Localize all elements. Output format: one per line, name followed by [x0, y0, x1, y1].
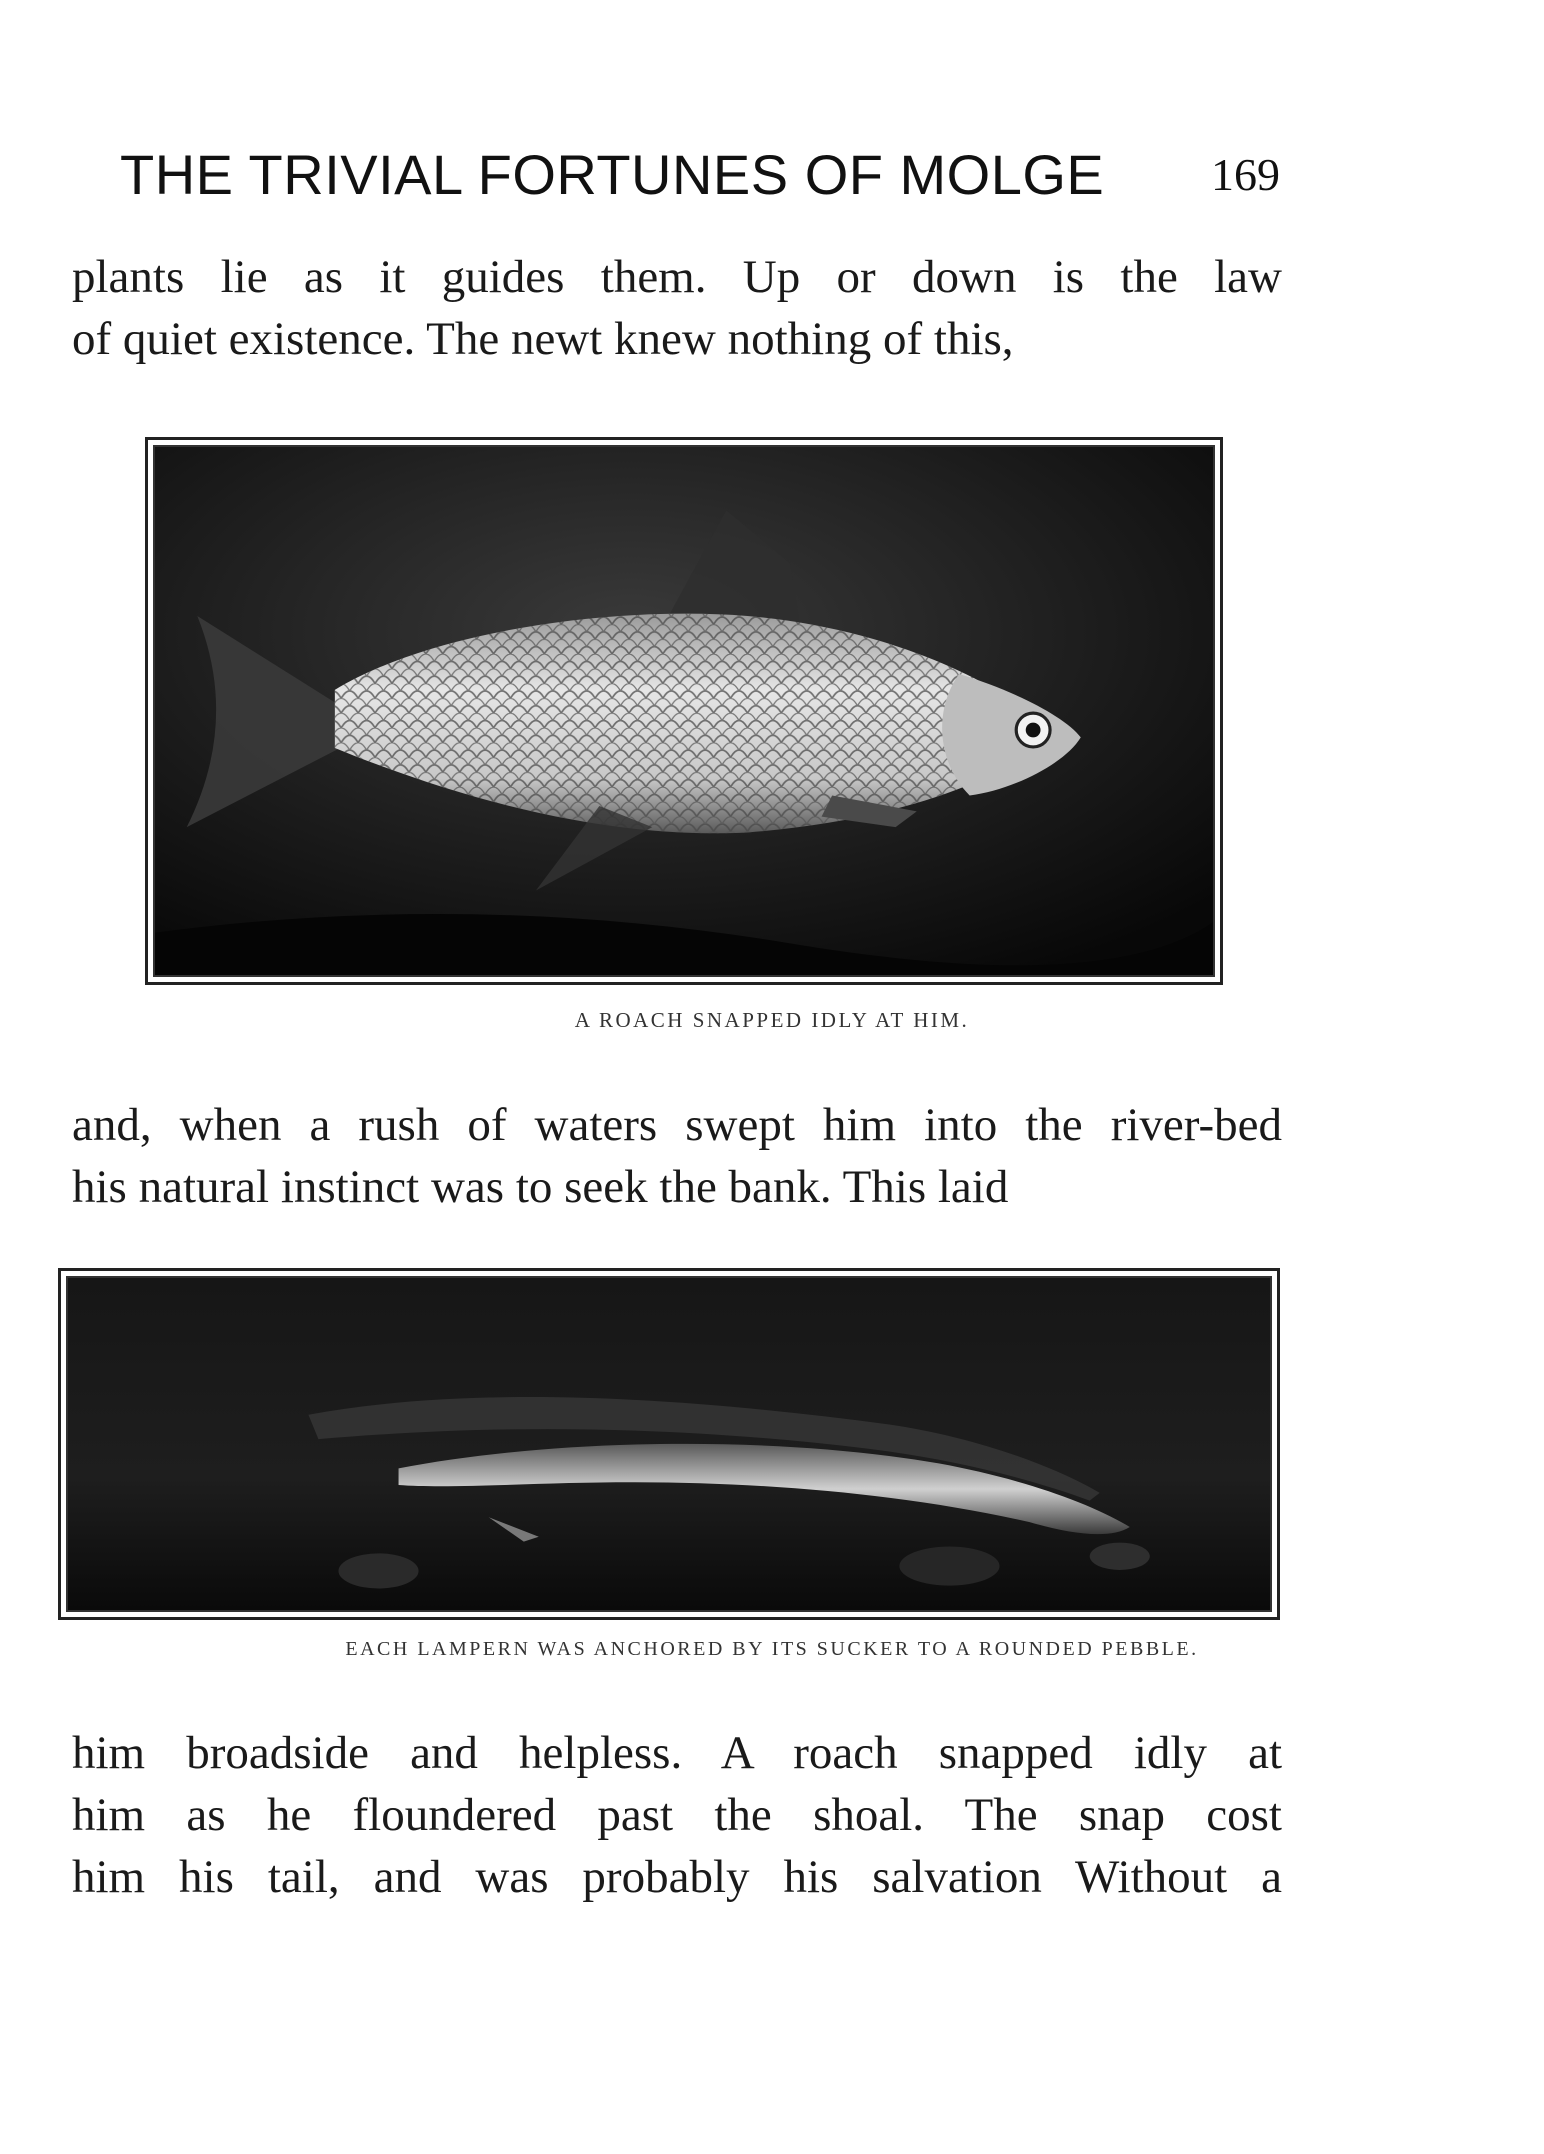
text-line: him as he floundered past the shoal. The snap cost: [72, 1789, 1282, 1841]
paragraph-3: [72, 1722, 1282, 1908]
text-line: of quiet existence. The newt knew nothing of this,: [72, 313, 1014, 365]
running-title: THE TRIVIAL FORTUNES OF MOLGE: [120, 143, 1105, 206]
roach-fish-illustration: [155, 447, 1213, 975]
paragraph-2: [72, 1094, 1282, 1218]
roach-caption: A ROACH SNAPPED IDLY AT HIM.: [574, 1008, 970, 1032]
text-line: and, when a rush of waters swept him into the river-bed: [72, 1099, 1282, 1151]
lampern-caption: EACH LAMPERN WAS ANCHORED BY ITS SUCKER TO A ROUNDED PEBBLE.: [345, 1638, 1199, 1660]
paragraph-1: [72, 246, 1282, 370]
running-header: [120, 142, 1280, 212]
lampern-photograph: [58, 1268, 1280, 1620]
lampern-illustration: [68, 1278, 1270, 1610]
text-line: plants lie as it guides them. Up or down is the law: [72, 251, 1282, 303]
text-line: him his tail, and was probably his salvation Without a: [72, 1851, 1282, 1903]
roach-photograph: [145, 437, 1223, 985]
page-number: 169: [1211, 149, 1280, 200]
text-line: his natural instinct was to seek the bank. This laid: [72, 1161, 1009, 1213]
text-line: him broadside and helpless. A roach snapped idly at: [72, 1727, 1282, 1779]
